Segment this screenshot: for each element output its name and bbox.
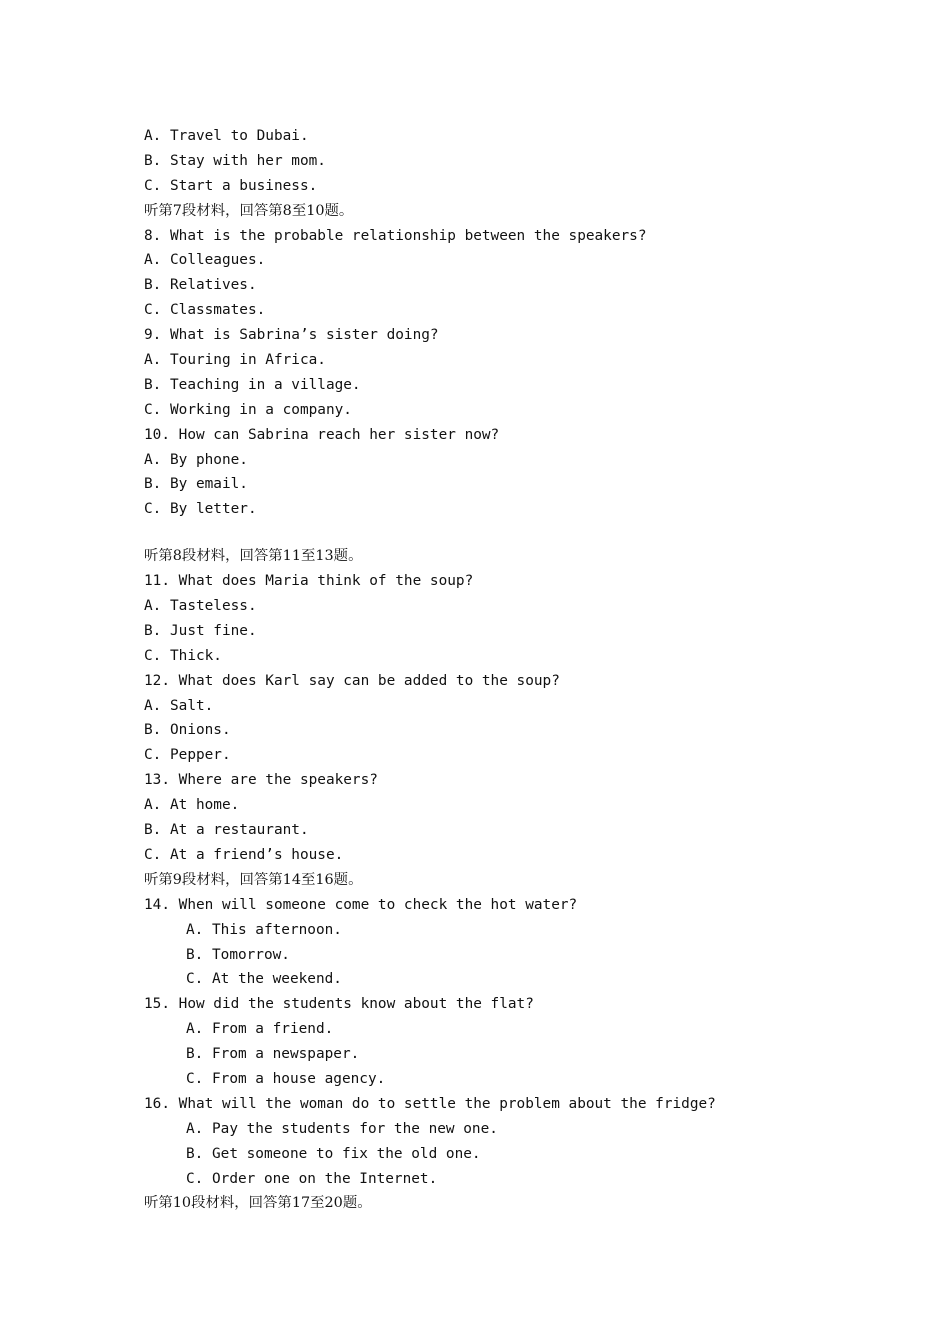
section-heading: 听第8段材料，回答第11至13题。 <box>144 548 363 565</box>
section-heading: 听第9段材料，回答第14至16题。 <box>144 871 363 888</box>
answer-option: A. Travel to Dubai. <box>144 128 309 144</box>
answer-option: B. Relatives. <box>144 277 257 294</box>
answer-option: C. At the weekend. <box>186 971 342 988</box>
answer-option: C. Thick. <box>144 647 222 664</box>
answer-option: B. Just fine. <box>144 622 257 639</box>
answer-option: B. Tomorrow. <box>186 946 290 963</box>
question-text: 9. What is Sabrina’s sister doing? <box>144 327 439 344</box>
answer-option: B. From a newspaper. <box>186 1046 360 1063</box>
answer-option: B. Stay with her mom. <box>144 152 326 169</box>
section-heading: 听第10段材料，回答第17至20题。 <box>144 1195 372 1212</box>
question-text: 12. What does Karl say can be added to the soup? <box>144 672 560 689</box>
answer-option: B. Get someone to fix the old one. <box>186 1145 481 1162</box>
question-text: 15. How did the students know about the flat? <box>144 996 534 1013</box>
answer-option: C. Pepper. <box>144 747 231 764</box>
answer-option: C. From a house agency. <box>186 1070 386 1087</box>
answer-option: A. Tasteless. <box>144 598 257 615</box>
answer-option: B. By email. <box>144 476 248 493</box>
answer-option: A. Colleagues. <box>144 252 266 269</box>
answer-option: A. At home. <box>144 797 240 814</box>
question-text: 11. What does Maria think of the soup? <box>144 573 474 590</box>
answer-option: A. This afternoon. <box>186 921 342 938</box>
answer-option: C. By letter. <box>144 501 257 518</box>
section-heading: 听第7段材料，回答第8至10题。 <box>144 202 354 219</box>
answer-option: A. Touring in Africa. <box>144 352 326 369</box>
question-text: 13. Where are the speakers? <box>144 772 378 789</box>
exam-page <box>144 124 864 1216</box>
question-text: 10. How can Sabrina reach her sister now? <box>144 426 500 443</box>
answer-option: C. Order one on the Internet. <box>186 1170 438 1187</box>
answer-option: C. Classmates. <box>144 302 266 319</box>
question-text: 8. What is the probable relationship between the speakers? <box>144 227 647 244</box>
answer-option: A. Salt. <box>144 697 214 714</box>
answer-option: B. At a restaurant. <box>144 822 309 839</box>
answer-option: B. Teaching in a village. <box>144 376 361 393</box>
question-text: 14. When will someone come to check the hot water? <box>144 896 578 913</box>
answer-option: B. Onions. <box>144 722 231 739</box>
question-text: 16. What will the woman do to settle the problem about the fridge? <box>144 1095 716 1112</box>
answer-option: A. From a friend. <box>186 1021 334 1038</box>
answer-option: C. Working in a company. <box>144 401 352 418</box>
answer-option: A. Pay the students for the new one. <box>186 1120 498 1137</box>
answer-option: C. At a friend’s house. <box>144 846 344 863</box>
blank-line <box>144 522 864 544</box>
answer-option: A. By phone. <box>144 451 248 468</box>
answer-option: C. Start a business. <box>144 177 318 194</box>
